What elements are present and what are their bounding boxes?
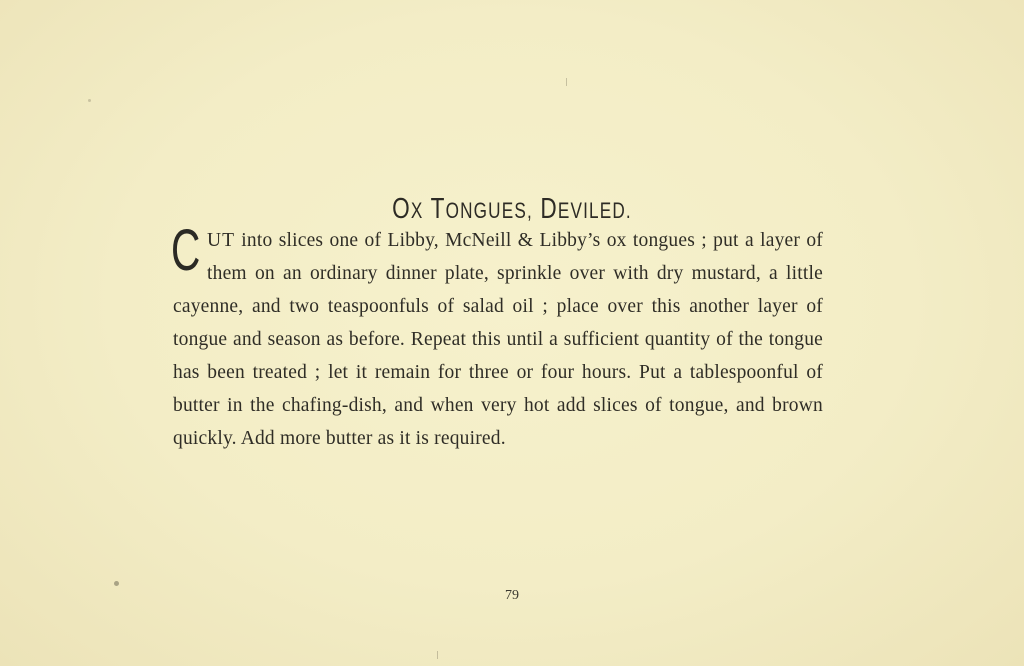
title-word: TONGUES,	[430, 193, 533, 226]
title-word: DEVILED.	[540, 193, 632, 226]
paper-speck	[114, 581, 119, 586]
paragraph-text: into slices one of Libby, McNeill & Libby’s ox tongues ; put a layer of them on an ordinary dinner plate, sprinkle over with dry mustard, a little cayenne, and two teaspoonfuls of salad oil ; place over this another layer of tongue and season as before. Repeat this until a sufficient quantity of the tongue has been treated ; let it remain for three or four hours. Put a tablespoonful of butter in the chafing-dish, and when very hot add slices of tongue, and brown quickly. Add more butter as it is required.	[173, 230, 823, 449]
page-number: 79	[505, 588, 519, 603]
paper-speck	[88, 99, 91, 102]
first-word: UT	[207, 230, 235, 251]
recipe-paragraph	[171, 218, 823, 455]
paper-speck	[437, 651, 438, 659]
drop-cap: C	[171, 218, 201, 283]
title-word: OX	[392, 193, 424, 226]
paper-speck	[566, 78, 567, 86]
